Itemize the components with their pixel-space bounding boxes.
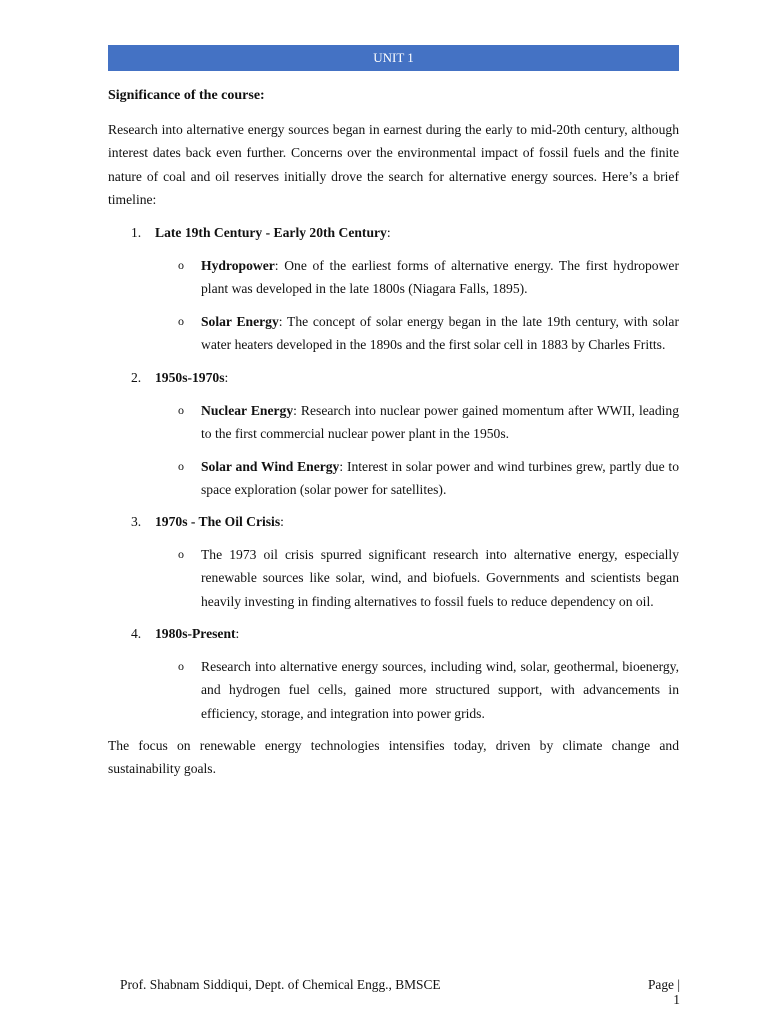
item-number: 4.: [131, 626, 142, 641]
item-number: 3.: [131, 514, 142, 529]
item-number: 2.: [131, 370, 142, 385]
footer-page: [648, 977, 680, 1007]
page-label: Page |: [647, 977, 680, 992]
bullet-text: : The concept of solar energy began in the late 19th century, with solar water heaters developed in the 1890s and the first solar cell in 1883 by Charles Fritts.: [201, 314, 679, 353]
item-title: 1970s - The Oil Crisis: [155, 514, 281, 529]
item-suffix: :: [280, 514, 284, 529]
intro-paragraph: Research into alternative energy sources began in earnest during the early to mid-20th century, although interest dates back even further. Concerns over the environmental impact of fossil fuels and the finite nature of coal and oil reserves initially drove the search for alternative energy sources. Here’s a brief timeline:: [108, 122, 679, 207]
bullet-text: : Research into nuclear power gained momentum after WWII, leading to the first commercial nuclear power plant in the 1950s.: [201, 403, 679, 442]
item-title: 1950s-1970s: [155, 370, 225, 385]
bullet-term: Nuclear Energy: [201, 403, 294, 418]
section-heading: Significance of the course:: [108, 88, 265, 103]
bullet-text: : Interest in solar power and wind turbines grew, partly due to space exploration (solar power for satellites).: [201, 459, 679, 498]
bullet-text: The 1973 oil crisis spurred significant research into alternative energy, especially renewable sources like solar, wind, and biofuels. Governments and scientists began heavily investing in finding alternatives to fossil fuels to reduce dependency on oil.: [201, 547, 679, 609]
bullet-mark: o: [178, 403, 184, 417]
bullet-mark: o: [178, 547, 184, 561]
conclusion-paragraph: The focus on renewable energy technologies intensifies today, driven by climate change and sustainability goals.: [108, 738, 679, 777]
bullet-mark: o: [178, 459, 184, 473]
bullet-text: : One of the earliest forms of alternative energy. The first hydropower plant was developed in the late 1800s (Niagara Falls, 1895).: [201, 258, 679, 297]
item-title: Late 19th Century - Early 20th Century: [155, 225, 387, 240]
page-number: 1: [673, 992, 680, 1007]
bullet-mark: o: [178, 659, 184, 673]
bullet-term: Solar Energy: [201, 314, 279, 329]
bullet-term: Solar and Wind Energy: [201, 459, 340, 474]
item-number: 1.: [131, 225, 142, 240]
item-suffix: :: [235, 626, 240, 641]
bullet-mark: o: [178, 314, 184, 328]
item-suffix: :: [224, 370, 229, 385]
bullet-mark: o: [178, 258, 184, 272]
unit-banner: UNIT 1: [108, 45, 679, 71]
item-suffix: :: [386, 225, 391, 240]
bullet-text: Research into alternative energy sources, including wind, solar, geothermal, bioenergy, and hydrogen fuel cells, gained more structured support, with advancements in efficiency, storage, and integration into power grids.: [201, 659, 679, 721]
footer-author: Prof. Shabnam Siddiqui, Dept. of Chemical Engg., BMSCE: [120, 977, 441, 992]
bullet-term: Hydropower: [201, 258, 275, 273]
item-title: 1980s-Present: [155, 626, 236, 641]
